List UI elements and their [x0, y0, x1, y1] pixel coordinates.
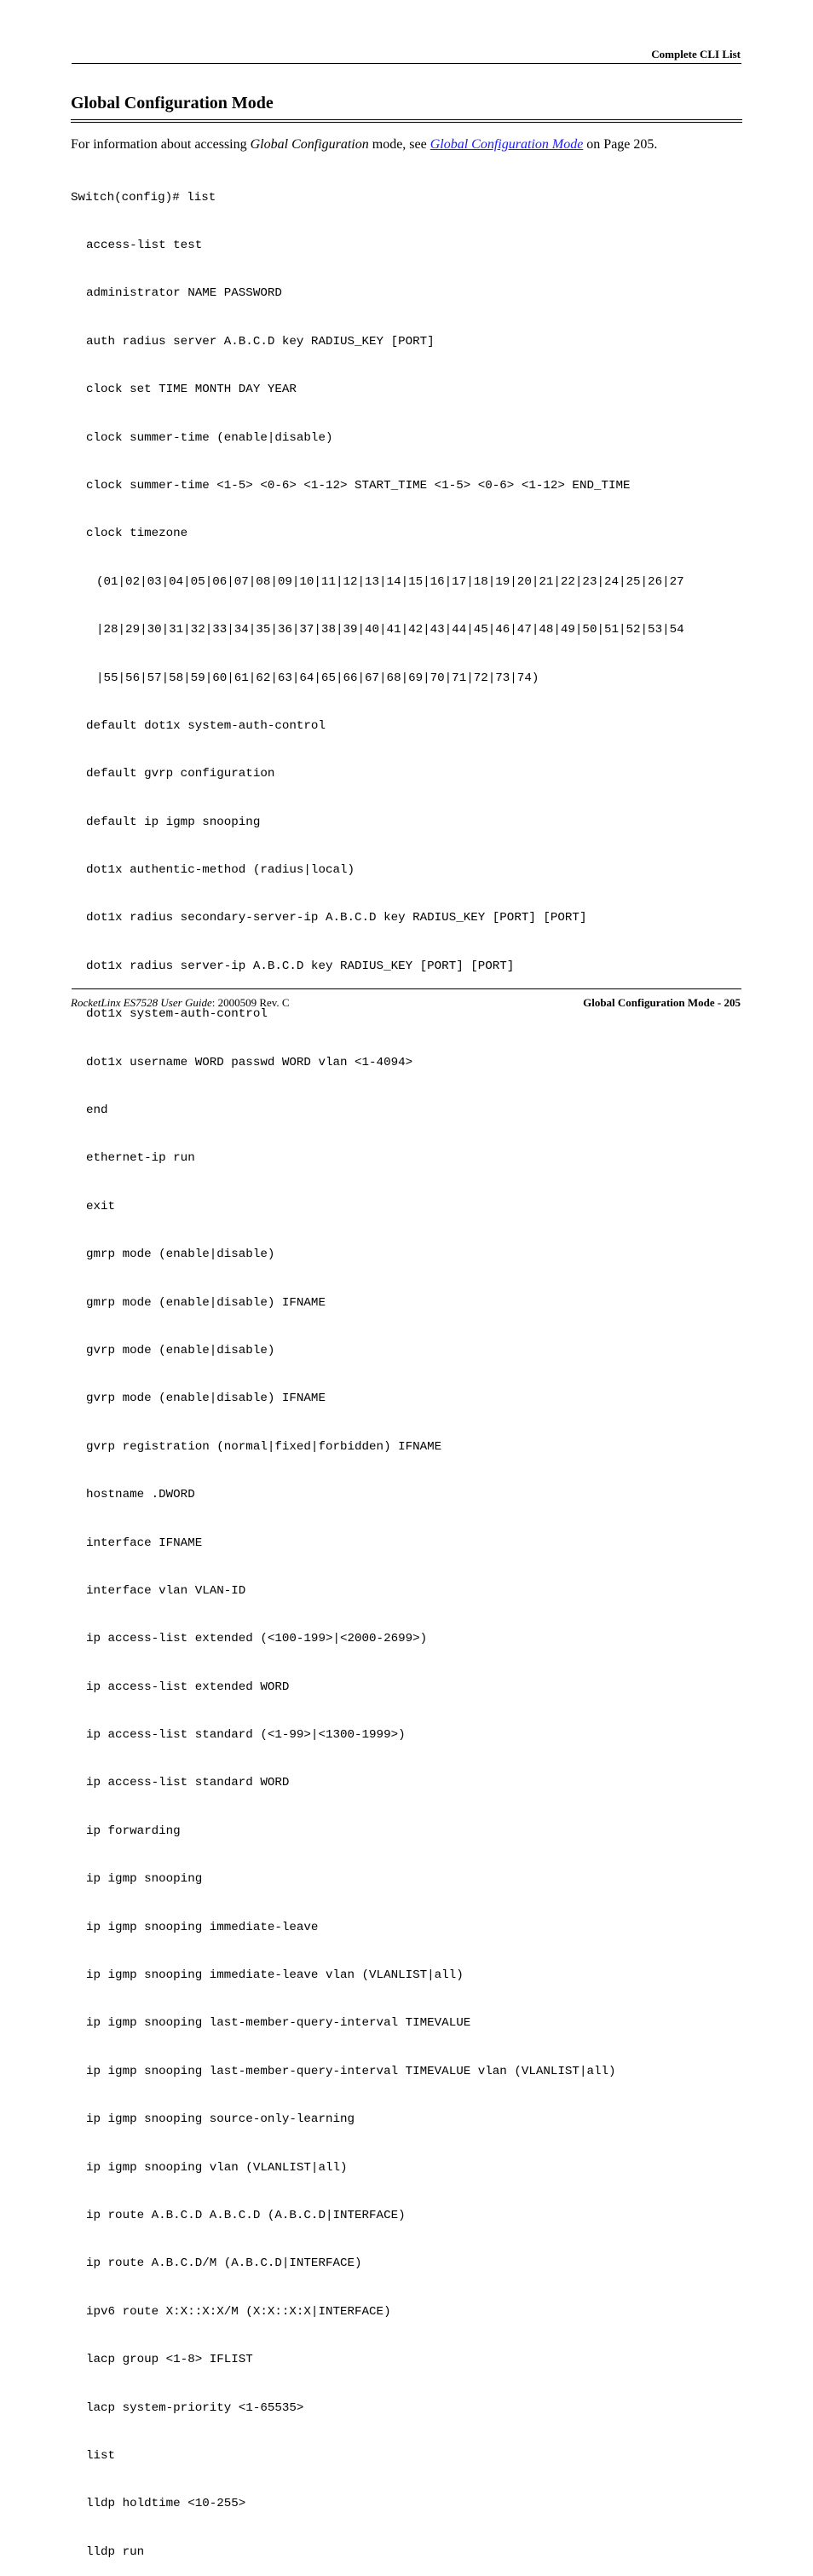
intro-text-before: For information about accessing: [71, 137, 251, 152]
cli-command: ip route A.B.C.D A.B.C.D (A.B.C.D|INTERFACE): [86, 2209, 406, 2222]
cli-command: lacp group <1-8> IFLIST: [86, 2353, 253, 2367]
cli-prompt: Switch(config)# list: [71, 190, 216, 205]
cli-command: ip igmp snooping vlan (VLANLIST|all): [86, 2160, 348, 2175]
cli-command: ip access-list standard WORD: [86, 1776, 290, 1790]
cli-command: ip forwarding: [86, 1824, 181, 1838]
footer-page-label: Global Configuration Mode - 205: [583, 996, 741, 1009]
running-head: Complete CLI List: [651, 48, 741, 61]
title-double-rule: [71, 119, 742, 123]
intro-paragraph: [71, 137, 657, 153]
cli-command: ipv6 route X:X::X:X/M (X:X::X:X|INTERFACE): [86, 2304, 391, 2319]
cli-command: administrator NAME PASSWORD: [86, 286, 282, 301]
cli-command: ip igmp snooping last-member-query-interval TIMEVALUE vlan (VLANLIST|all): [86, 2064, 616, 2078]
cli-command: ip igmp snooping last-member-query-interval TIMEVALUE: [86, 2016, 471, 2031]
cli-command: exit: [86, 1199, 116, 1213]
cli-command: gmrp mode (enable|disable) IFNAME: [86, 1295, 326, 1310]
cli-command: ip igmp snooping: [86, 1872, 203, 1887]
cli-command: dot1x radius server-ip A.B.C.D key RADIUS_KEY [PORT] [PORT]: [86, 959, 515, 973]
cli-command: list: [86, 2448, 116, 2463]
header-rule: [72, 63, 741, 64]
cli-command: access-list test: [86, 238, 203, 252]
cli-command: ip access-list extended WORD: [86, 1680, 290, 1694]
cli-command: clock summer-time (enable|disable): [86, 430, 333, 445]
cli-command: gvrp registration (normal|fixed|forbidden) IFNAME: [86, 1439, 442, 1454]
cli-command: auth radius server A.B.C.D key RADIUS_KEY [PORT]: [86, 334, 435, 349]
intro-mode-name: Global Configuration: [250, 137, 369, 152]
cli-command: clock set TIME MONTH DAY YEAR: [86, 383, 297, 397]
cli-command: clock summer-time <1-5> <0-6> <1-12> START_TIME <1-5> <0-6> <1-12> END_TIME: [86, 478, 631, 493]
cli-command: dot1x system-auth-control: [86, 1007, 268, 1022]
cli-command: gvrp mode (enable|disable): [86, 1343, 275, 1357]
cli-command: ip igmp snooping source-only-learning: [86, 2112, 355, 2127]
cli-command: dot1x radius secondary-server-ip A.B.C.D key RADIUS_KEY [PORT] [PORT]: [86, 911, 587, 925]
cli-command: ip access-list standard (<1-99>|<1300-1999>): [86, 1728, 406, 1743]
cli-command: interface IFNAME: [86, 1536, 203, 1550]
footer-revision: : 2000509 Rev. C: [211, 996, 290, 1009]
cli-command: interface vlan VLAN-ID: [86, 1583, 246, 1598]
cli-command: dot1x authentic-method (radius|local): [86, 863, 355, 878]
intro-text-after: on Page 205.: [583, 137, 658, 152]
cli-command: ethernet-ip run: [86, 1151, 195, 1166]
cli-command: default gvrp configuration: [86, 767, 275, 781]
cli-listing: [71, 158, 684, 2576]
footer-product-name: RocketLinx ES7528 User Guide: [71, 996, 212, 1009]
cli-command: gvrp mode (enable|disable) IFNAME: [86, 1392, 326, 1406]
cli-command: hostname .DWORD: [86, 1488, 195, 1502]
footer-rule: [72, 988, 741, 989]
cli-command: lldp holdtime <10-255>: [86, 2497, 246, 2511]
cli-command: lldp run: [86, 2544, 145, 2559]
cli-command-continuation: |55|56|57|58|59|60|61|62|63|64|65|66|67|68|69|70|71|72|73|74): [96, 671, 539, 685]
cli-command: ip igmp snooping immediate-leave vlan (VLANLIST|all): [86, 1968, 464, 1983]
cli-command: dot1x username WORD passwd WORD vlan <1-4094>: [86, 1055, 413, 1069]
cli-command: lacp system-priority <1-65535>: [86, 2400, 304, 2415]
cli-command: gmrp mode (enable|disable): [86, 1248, 275, 1262]
cli-command: default dot1x system-auth-control: [86, 718, 326, 733]
cli-command: default ip igmp snooping: [86, 815, 261, 829]
cli-command: ip igmp snooping immediate-leave: [86, 1920, 319, 1934]
cli-command-continuation: (01|02|03|04|05|06|07|08|09|10|11|12|13|14|15|16|17|18|19|20|21|22|23|24|25|26|27: [96, 574, 684, 589]
intro-text-middle: mode, see: [368, 137, 430, 152]
cli-command: clock timezone: [86, 527, 188, 541]
footer-doc-info: [71, 996, 290, 1010]
cli-command: end: [86, 1104, 108, 1118]
section-title: Global Configuration Mode: [71, 94, 274, 112]
global-configuration-mode-link[interactable]: Global Configuration Mode: [430, 137, 584, 152]
cli-command-continuation: |28|29|30|31|32|33|34|35|36|37|38|39|40|41|42|43|44|45|46|47|48|49|50|51|52|53|54: [96, 623, 684, 637]
cli-command: ip route A.B.C.D/M (A.B.C.D|INTERFACE): [86, 2256, 362, 2271]
cli-command: ip access-list extended (<100-199>|<2000-2699>): [86, 1632, 428, 1646]
